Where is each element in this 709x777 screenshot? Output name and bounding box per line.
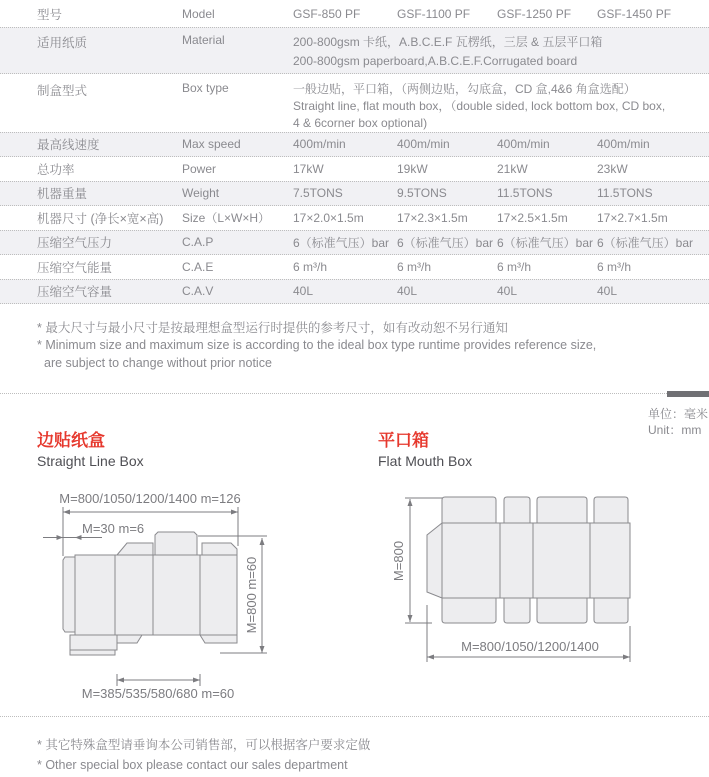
table-row-material [0, 27, 709, 74]
footnote-en-line2: are subject to change without prior notice [44, 355, 272, 370]
model-value: GSF-1450 PF [597, 6, 672, 21]
heading-cn: 平口箱 [378, 431, 429, 450]
row-label-en: Model [182, 6, 215, 21]
table-row-maxspeed: 最高线速度 Max speed 400m/min 400m/min 400m/min 400m/min [0, 132, 709, 157]
table-row-size: 机器尺寸 (净长×宽×高) Size（L×W×H） 17×2.0×1.5m 17×2.3×1.5m 17×2.5×1.5m 17×2.7×1.5m [37, 210, 668, 226]
row-label-cn: 最高线速度 [37, 138, 100, 153]
table-row-weight: 机器重量 Weight 7.5TONS 9.5TONS 11.5TONS 11.5TONS [0, 181, 709, 206]
flat-mouth-box-diagram [360, 480, 660, 690]
model-value: GSF-1250 PF [497, 6, 572, 21]
row-label-cn: 压缩空气压力 [37, 236, 113, 251]
row-label-en: C.A.V [182, 284, 214, 299]
row-label-cn: 压缩空气能量 [37, 260, 113, 275]
diagram-section [0, 394, 709, 716]
table-row-cae: 压缩空气能量 C.A.E 6 m³/h 6 m³/h 6 m³/h 6 m³/h [37, 259, 632, 275]
unit-en: Unit：mm [648, 423, 702, 437]
footnote-cn: * 最大尺寸与最小尺寸是按最理想盒型运行时提供的参考尺寸，如有改动恕不另行通知 [37, 320, 508, 335]
row-label-en: Weight [182, 186, 220, 201]
bottom-flap [537, 598, 587, 623]
unit-cn: 单位：毫米 [648, 407, 709, 421]
dim-small-label: M=30 m=6 [82, 521, 145, 536]
dim-bottom-label: M=385/535/580/680 m=60 [81, 686, 235, 701]
dim-right-label: M=800 m=60 [244, 556, 259, 634]
row-label-cn: 型号 [37, 7, 63, 22]
row-label-en: Size（L×W×H） [182, 211, 271, 226]
row-label-en: Material [182, 33, 225, 47]
flat-mouth-box-heading [378, 430, 472, 470]
bottom-flap [200, 635, 237, 643]
unit-label [648, 406, 708, 438]
table-row-cav: 压缩空气容量 C.A.V 40L 40L 40L 40L [0, 279, 709, 304]
spec-table [0, 0, 709, 304]
dim-bottom-label: M=800/1050/1200/1400 [461, 639, 599, 654]
top-flap [117, 543, 153, 555]
bottom-flap [594, 598, 628, 623]
table-row-model [0, 0, 709, 27]
top-flap [537, 497, 587, 523]
glue-flap [63, 557, 75, 632]
material-value: 200-800gsm 卡纸，A.B.C.E.F 瓦楞纸，三层 & 五层平口箱 200-800gsm paperboard,A.B.C.E.F.Corrugated board [293, 35, 603, 68]
row-label-en: Power [182, 161, 217, 176]
row-label-cn: 总功率 [37, 162, 75, 177]
row-label-cn: 适用纸质 [37, 36, 88, 50]
top-flap [442, 497, 496, 523]
table-footnotes [0, 320, 709, 373]
bottom-flap [117, 635, 142, 643]
model-value: GSF-1100 PF [397, 6, 471, 21]
footnote-en: * Other special box please contact our sales department [37, 758, 348, 772]
row-label-cn: 制盒型式 [37, 84, 88, 98]
boxtype-value: 一般边贴，平口箱，（两侧边贴，勾底盒，CD 盒,4&6 角盒选配） Straight line, flat mouth box，（double sided, lock bottom box, CD box, 4 & 6corner box optional) [293, 82, 666, 130]
model-value: GSF-850 PF [293, 6, 361, 21]
bottom-flap [442, 598, 496, 623]
bottom-footnotes [0, 735, 709, 775]
bottom-strip [70, 650, 115, 655]
footnote-en-line1: * Minimum size and maximum size is according to the ideal box type runtime provides reference size, [37, 338, 597, 352]
row-label-en: C.A.P [182, 235, 214, 250]
table-row-boxtype [0, 74, 709, 132]
box-body [427, 523, 630, 598]
row-label-en: C.A.E [182, 259, 214, 274]
bottom-divider [0, 716, 709, 717]
table-row-power: 总功率 Power 17kW 19kW 21kW 23kW [37, 161, 628, 177]
top-flap [202, 543, 237, 555]
table-row-cap: 压缩空气压力 C.A.P 6（标准气压）bar 6（标准气压）bar 6（标准气压）bar 6（标准气压）bar [0, 230, 709, 255]
row-label-cn: 机器尺寸 (净长×宽×高) [37, 211, 164, 226]
row-label-cn: 压缩空气容量 [37, 285, 113, 300]
top-flap [504, 497, 530, 523]
heading-en: Flat Mouth Box [378, 453, 473, 469]
bottom-flap [504, 598, 530, 623]
heading-en: Straight Line Box [37, 453, 144, 469]
box-body [75, 555, 237, 635]
top-tab [155, 532, 197, 555]
row-label-en: Box type [182, 81, 229, 95]
bottom-flap [70, 635, 117, 650]
row-label-cn: 机器重量 [37, 187, 88, 202]
straight-line-box-heading [37, 430, 144, 470]
footnote-cn: * 其它特殊盒型请垂询本公司销售部，可以根据客户要求定做 [37, 738, 371, 752]
dim-top-label: M=800/1050/1200/1400 m=126 [59, 491, 241, 506]
row-label-en: Max speed [182, 137, 241, 152]
dim-left-label: M=800 [391, 540, 406, 582]
straight-line-box-diagram [40, 490, 280, 705]
heading-cn: 边贴纸盒 [37, 431, 105, 450]
top-flap [594, 497, 628, 523]
